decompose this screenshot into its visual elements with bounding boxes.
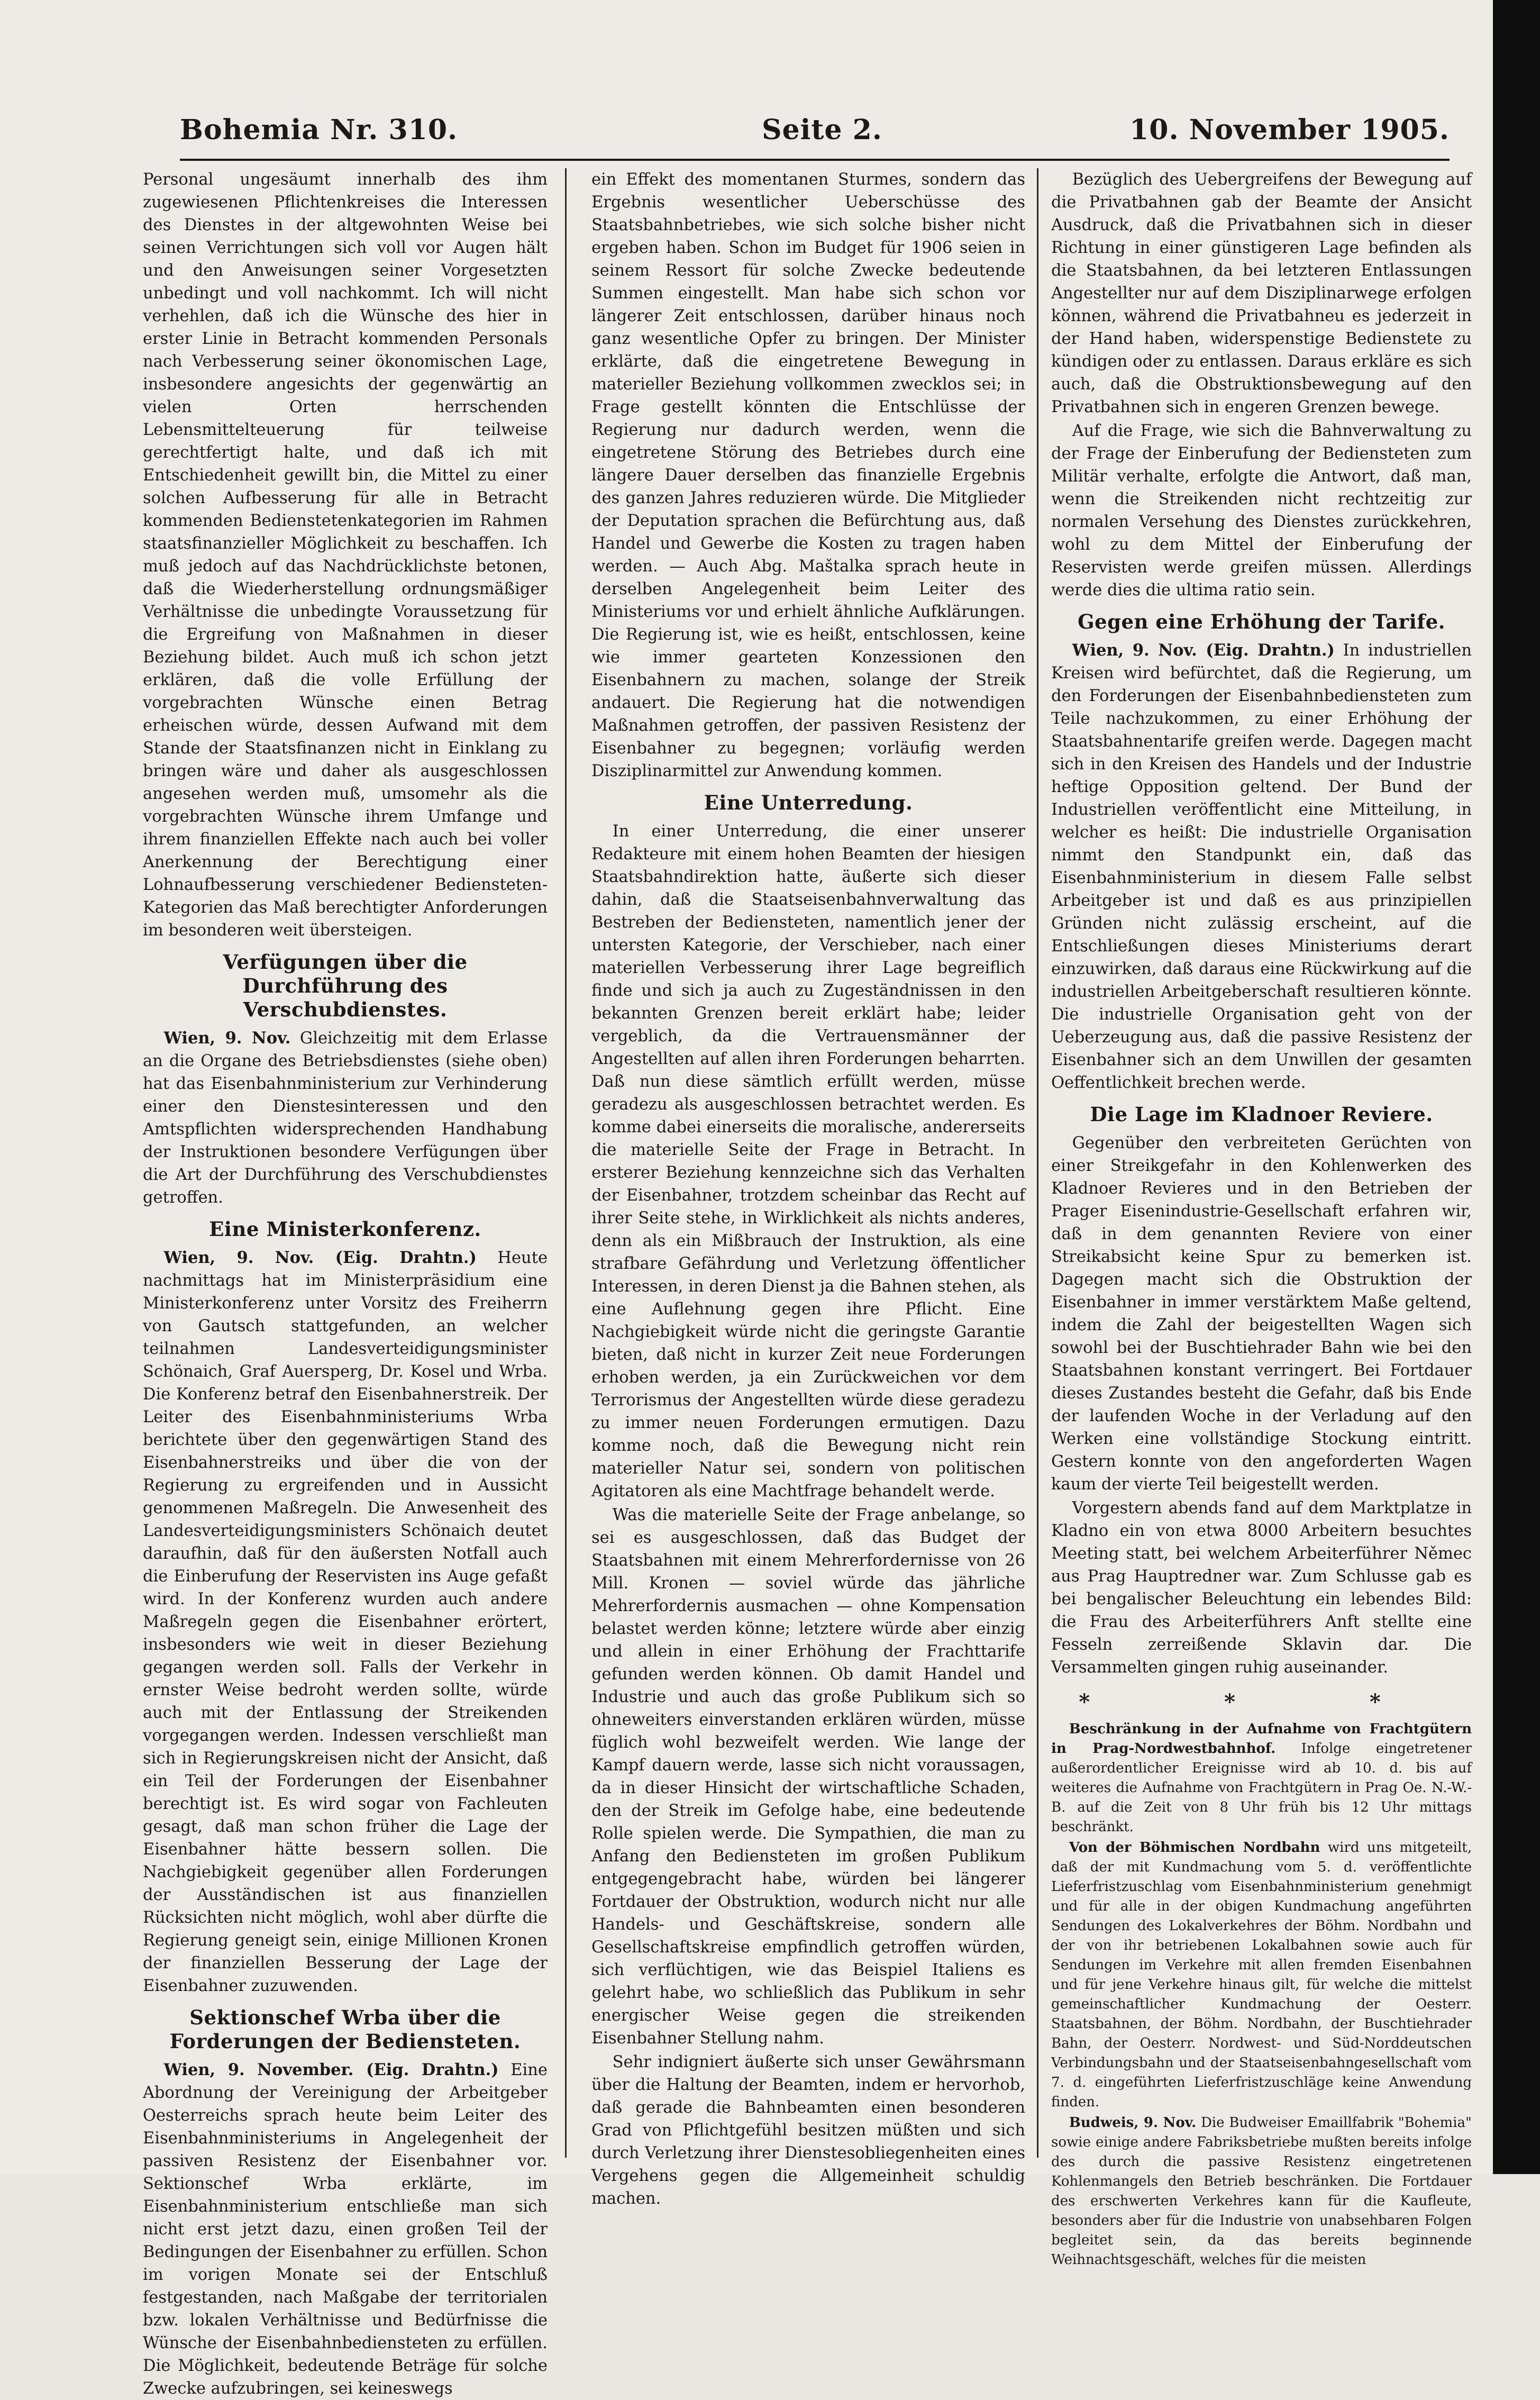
article-paragraph: Was die materielle Seite der Frage anbelange, so sei es ausgeschlossen, daß das Budget der Staatsbahnen mit einem Mehrerfordernisse von 26 Mill. Kronen — soviel würde das jährliche Mehrerfordernis ausmachen — ohne Kompensation belastet werden könne; letztere würde aber einzig und allein in einer Erhöhung der Frachttarife gefunden werden können. Ob damit Handel und Industrie und auch das große Publikum sich so ohneweiters einverstanden erklären würden, müsse füglich wohl bezweifelt werden. Wie lange der Kampf dauern werde, lasse sich nicht voraussagen, da in dieser Hinsicht der wirtschaftliche Schaden, den der Streik im Gefolge habe, eine bedeutende Rolle spielen werde. Die Sympathien, die man zu Anfang den Bediensteten im großen Publikum entgegengebracht habe, würden bei längerer Fortdauer der Obstruktion, wodurch nicht nur alle Handels- und Geschäftskreise, sondern alle Gesellschaftskreise empfindlich getroffen würden, sich verflüchtigen, wie das Beispiel Italiens es gelehrt habe, wo schließlich das Publikum in sehr energischer Weise gegen die streikenden Eisenbahner Stellung nahm. xyxy=(591,1506,1025,2048)
column-2 xyxy=(591,168,1025,2208)
article-paragraph: Bezüglich des Uebergreifens der Bewegung auf die Privatbahnen gab der Beamte der Ansicht Ausdruck, daß die Privatbahnen sich in dieser Richtung in einer günstigeren Lage befinden als die Staatsbahnen, da bei letzteren Entlassungen Angestellter nur auf dem Disziplinarwege erfolgen können, während die Privatbahneu es jederzeit in der Hand haben, widerspenstige Bedienstete zu kündigen oder zu entlassen. Daraus erkläre es sich auch, daß die Obstruktionsbewegung auf den Privatbahnen sich in engeren Grenzen bewege. xyxy=(1051,170,1472,416)
article-text: In industriellen Kreisen wird befürchtet, daß die Regierung, um den Forderungen der Eisenbahnbediensteten zum Teile nachzukommen, zu einer Erhöhung der Staatsbahnentarife greifen werde. Dagegen macht sich in den Kreisen des Handels und der Industrie heftige Opposition geltend. Der Bund der Industriellen veröffentlicht eine Mitteilung, in welcher es heißt: Die industrielle Organisation nimmt den Standpunkt ein, daß das Eisenbahnministerium in diesem Falle selbst Arbeitgeber ist und daß es aus prinzipiellen Gründen nicht zulässig erscheint, auf die Entschließungen dieses Ministeriums derart einzuwirken, daß daraus eine Rückwirkung auf die industriellen Arbeitgeberschaft resultieren könnte. Die industrielle Organisation geht von der Ueberzeugung aus, daß die passive Resistenz der Eisenbahner sich an dem Unwillen der gesamten Oeffentlichkeit brechen werde. xyxy=(1051,641,1472,1092)
article-text: Gleichzeitig mit dem Erlasse an die Organe des Betriebsdienstes (siehe oben) hat das Eisenbahnministerium zur Verhinderung einer den Dienstesinteressen und den Amtspflichten widersprechenden Handhabung der Instruktionen besondere Verfügungen über die Art der Durchführung des Verschubdienstes getroffen. xyxy=(143,1029,548,1207)
dateline: Wien, 9. Nov. (Eig. Drahtn.) xyxy=(1072,641,1335,660)
header-rule xyxy=(180,159,1450,161)
page-header xyxy=(180,114,1450,151)
notice-text: Die Budweiser Emaillfabrik "Bohemia" sowie einige andere Fabriksbetriebe mußten bereits infolge des durch die passive Resistenz eingetretenen Kohlenmangels den Betrieb beschränken. Die Fortdauer des erschwerten Verkehres kann für die Kaufleute, besonders aber für die Industrie von unabsehbaren Folgen begleitet sein, da das bereits beginnende Weihnachtsgeschäft, welches für die meisten xyxy=(1051,2115,1472,2268)
article-paragraph: Auf die Frage, wie sich die Bahnverwaltung zu der Frage der Einberufung der Bediensteten zum Militär verhalte, erfolgte die Antwort, daß man, wenn die Streikenden nicht rechtzeitig zur normalen Versehung des Dienstes zurückkehren, wohl zu dem Mittel der Einberufung der Reservisten werde greifen müssen. Allerdings werde dies die ultima ratio sein. xyxy=(1051,422,1472,599)
article-paragraph: Vorgestern abends fand auf dem Marktplatze in Kladno ein von etwa 8000 Arbeitern besuchtes Meeting statt, bei welchem Arbeiterführer Němec aus Prag Hauptredner war. Zum Schlusse gab es bei bengalischer Beleuchtung ein lebendes Bild: die Frau des Arbeiterführers Anft stellte eine Fesseln zerreißende Sklavin dar. Die Versammelten gingen ruhig auseinander. xyxy=(1051,1499,1472,1677)
section-separator: * * * xyxy=(1079,1689,1444,1714)
article-heading: Sektionschef Wrba über die Forderungen der Bediensteten. xyxy=(169,2006,521,2053)
notice-paragraph xyxy=(1051,1720,1472,1837)
scan-edge xyxy=(1493,0,1540,2174)
article-paragraph: ein Effekt des momentanen Sturmes, sondern das Ergebnis wesentlicher Ueberschüsse des Staatsbahnbetriebes, wie sich solche bisher nicht ergeben haben. Schon im Budget für 1906 seien in seinem Ressort für solche Zwecke bedeutende Summen eingestellt. Man habe sich schon vor längerer Zeit entschlossen, darüber hinaus noch ganz wesentliche Opfer zu bringen. Der Minister erklärte, daß die eingetretene Bewegung in materieller Beziehung vollkommen zwecklos sei; in Frage gestellt könnten die Entschlüsse der Regierung nur dadurch werden, wenn die eingetretene Störung des Betriebes durch eine längere Dauer derselben das finanzielle Ergebnis des ganzen Jahres reduzieren würde. Die Mitglieder der Deputation sprachen die Befürchtung aus, daß Handel und Gewerbe die Kosten zu tragen haben werden. — Auch Abg. Maštalka sprach heute in derselben Angelegenheit beim Leiter des Ministeriums vor und erhielt ähnliche Aufklärungen. Die Regierung ist, wie es heißt, entschlossen, keine wie immer gearteten Konzessionen den Eisenbahnern zu machen, solange der Streik andauert. Die Regierung hat die notwendigen Maßnahmen getroffen, der passiven Resistenz der Eisenbahner zu begegnen; vorläufig werden Disziplinarmittel zur Anwendung kommen. xyxy=(591,170,1025,780)
dateline: Wien, 9. Nov. (Eig. Drahtn.) xyxy=(163,1248,477,1267)
page-number: Seite 2. xyxy=(762,114,882,146)
masthead-title: Bohemia Nr. 310. xyxy=(180,114,458,146)
article-heading: Gegen eine Erhöhung der Tarife. xyxy=(1077,610,1446,633)
article-text: Eine Abordnung der Vereinigung der Arbeitgeber Oesterreichs sprach heute beim Leiter des Eisenbahnministeriums in Angelegenheit der passiven Resistenz der Eisenbahner vor. Sektionschef Wrba erklärte, im Eisenbahnministerium entschließe man sich nicht erst jetzt dazu, einen großen Teil der Bedingungen der Eisenbahner zu erfüllen. Schon im vorigen Monate sei der Entschluß festgestanden, nach Maßgabe der territorialen bzw. lokalen Verhältnisse und Bedürfnisse die Wünsche der Eisenbahnbediensteten zu erfüllen. Die Möglichkeit, bedeutende Beträge für solche Zwecke aufzubringen, sei keineswegs xyxy=(143,2061,548,2398)
article-heading: Eine Unterredung. xyxy=(704,791,913,814)
article-paragraph: Sehr indigniert äußerte sich unser Gewährsmann über die Haltung der Beamten, indem er hervorhob, daß gerade die Bahnbeamten einen besonderen Grad von Pflichtgefühl besitzen müßten und sich durch Verletzung ihrer Dienstesobliegenheiten eines Vergehens gegen die Allgemeinheit schuldig machen. xyxy=(591,2053,1025,2208)
dateline: Wien, 9. November. (Eig. Drahtn.) xyxy=(163,2060,499,2079)
notice-lead: Beschränkung in der Aufnahme von Frachtgütern in Prag-Nordwestbahnhof. xyxy=(1051,1721,1472,1757)
notice-paragraph xyxy=(1051,1838,1472,2112)
article-heading: Eine Ministerkonferenz. xyxy=(209,1217,481,1241)
notice-lead: Budweis, 9. Nov. xyxy=(1069,2115,1197,2131)
article-text: Heute nachmittags hat im Ministerpräsidium eine Ministerkonferenz unter Vorsitz des Freiherrn von Gautsch stattgefunden, an welcher teilnahmen Landesverteidigungsminister Schönaich, Graf Auersperg, Dr. Kosel und Wrba. Die Konferenz betraf den Eisenbahnerstreik. Der Leiter des Eisenbahnministeriums Wrba berichtete über den gegenwärtigen Stand des Eisenbahnerstreiks und über die von der Regierung zu ergreifenden und in Aussicht genommenen Maßregeln. Die Anwesenheit des Landesverteidigungsministers Schönaich deutet daraufhin, daß für den äußersten Notfall auch die Einberufung der Reservisten ins Auge gefaßt wird. In der Konferenz wurden auch andere Maßregeln gegen die Eisenbahner erörtert, insbesonders wie weit in dieser Beziehung gegangen werden soll. Falls der Verkehr in ernster Weise bedroht werden sollte, würde auch mit der Entlassung der Streikenden vorgegangen werden. Indessen verschließt man sich in Regierungskreisen nicht der Ansicht, daß ein Teil der Forderungen der Eisenbahner berechtigt ist. Es wird sogar von Fachleuten gesagt, daß man schon früher die Lage der Eisenbahner hätte bessern sollen. Die Nachgiebigkeit gegenüber allen Forderungen der Ausständischen ist aus finanziellen Rücksichten nicht möglich, wohl aber dürfte die Regierung geneigt sein, einige Millionen Kronen der finanziellen Besserung der Lage der Eisenbahner zuzuwenden. xyxy=(143,1249,548,1995)
dateline: Wien, 9. Nov. xyxy=(163,1029,291,1048)
article-heading: Die Lage im Kladnoer Reviere. xyxy=(1090,1103,1433,1126)
article-paragraph xyxy=(143,1247,548,1997)
article-paragraph xyxy=(1051,639,1472,1094)
article-paragraph xyxy=(143,1027,548,1209)
notice-lead: Von der Böhmischen Nordbahn xyxy=(1069,1840,1320,1856)
column-divider xyxy=(1037,168,1038,2158)
column-divider xyxy=(565,168,567,2158)
notice-text: wird uns mitgeteilt, daß der mit Kundmachung vom 5. d. veröffentlichte Lieferfristzuschlag vom Eisenbahnministerium genehmigt und für alle in der obigen Kundmachung angeführten Sendungen des Lokalverkehres der Böhm. Nordbahn und der von ihr betriebenen Lokalbahnen sowie auch für Sendungen im Verkehre mit allen fremden Eisenbahnen und für jene Verkehre hinaus gilt, für welche die mittelst gemeinschaftlicher Kundmachung der Oesterr. Staatsbahnen, der Böhm. Nordbahn, der Buschtiehrader Bahn, der Oesterr. Nordwest- und Süd-Norddeutschen Verbindungsbahn und der Staatseisenbahngesellschaft vom 7. d. eingeführten Lieferfristzuschläge keine Anwendung finden. xyxy=(1051,1840,1472,2110)
column-3 xyxy=(1051,168,1472,2268)
notice-paragraph xyxy=(1051,2113,1472,2270)
notice-text: Infolge eingetretener außerordentlicher Ereignisse wird ab 10. d. bis auf weiteres die Aufnahme von Frachtgütern in Prag Oe. N.-W.-B. auf die Zeit von 8 Uhr früh bis 12 Uhr mittags beschränkt. xyxy=(1051,1741,1472,1835)
article-paragraph: In einer Unterredung, die einer unserer Redakteure mit einem hohen Beamten der hiesigen Staatsbahndirektion hatte, äußerte sich dieser dahin, daß die Staatseisenbahnverwaltung das Bestreben der Bediensteten, namentlich jener der untersten Kategorie, der Verschieber, nach einer materiellen Verbesserung ihrer Lage begreiflich finde und sich ja auch zu Zugeständnissen in den bekannten Grenzen bereit erklärt habe; leider vergeblich, da die Vertrauensmänner der Angestellten auf allen ihren Forderungen beharrten. Daß nun diese sämtlich erfüllt werden, müsse geradezu als ausgeschlossen betrachtet werden. Es komme dabei einerseits die moralische, andererseits die materielle Seite der Frage in Betracht. In ersterer Beziehung kennzeichne sich das Verhalten der Eisenbahner, trotzdem scheinbar das Recht auf ihrer Seite stehe, in Wirklichkeit als nichts anderes, denn als ein Mißbrauch der Instruktion, als eine strafbare Gefährdung und Verletzung öffentlicher Interessen, in deren Dienst ja die Bahnen stehen, als eine Auflehnung gegen ihre Pflicht. Eine Nachgiebigkeit würde nicht die geringste Garantie bieten, daß nicht in kurzer Zeit neue Forderungen erhoben werden, ja ein Zurückweichen vor dem Terrorismus der Angestellten würde diese geradezu zu immer neuen Forderungen ermutigen. Dazu komme noch, daß die Bewegung nicht rein materieller Natur sei, sondern von politischen Agitatoren als eine Machtfrage behandelt werde. xyxy=(591,822,1025,1501)
article-paragraph xyxy=(143,2059,548,2400)
article-heading: Verfügungen über die Durchführung des Verschubdienstes. xyxy=(223,950,468,1021)
issue-date: 10. November 1905. xyxy=(1129,114,1450,146)
article-paragraph: Gegenüber den verbreiteten Gerüchten von einer Streikgefahr in den Kohlenwerken des Kladnoer Revieres und in den Betrieben der Prager Eisenindustrie-Gesellschaft erfahren wir, daß in dem genannten Reviere von einer Streikabsicht keine Spur zu bemerken ist. Dagegen macht sich die Obstruktion der Eisenbahner in immer verstärktem Maße geltend, indem die Zahl der beigestellten Wagen sich sowohl bei der Buschtiehrader Bahn wie bei den Staatsbahnen konstant verringert. Bei Fortdauer dieses Zustandes besteht die Gefahr, daß bis Ende der laufenden Woche in der Verladung auf den Werken eine vollständige Stockung eintritt. Gestern konnte von den angeforderten Wagen kaum der vierte Teil beigestellt werden. xyxy=(1051,1134,1472,1494)
column-1 xyxy=(143,168,548,2398)
article-paragraph: Personal ungesäumt innerhalb des ihm zugewiesenen Pflichtenkreises die Interessen des Dienstes in der altgewohnten Weise bei seinen Verrichtungen sich voll vor Augen hält und den Anweisungen seiner Vorgesetzten unbedingt und voll nachkommt. Ich will nicht verhehlen, daß ich die Wünsche des hier in erster Linie in Betracht kommenden Personals nach Verbesserung seiner ökonomischen Lage, insbesondere angesichts der gegenwärtig an vielen Orten herrschenden Lebensmittelteuerung für teilweise gerechtfertigt halte, und daß ich mit Entschiedenheit gewillt bin, die Mittel zu einer solchen Aufbesserung für alle in Betracht kommenden Bedienstetenkategorien im Rahmen staatsfinanzieller Möglichkeit zu beschaffen. Ich muß jedoch auf das Nachdrücklichste betonen, daß die Wiederherstellung ordnungsmäßiger Verhältnisse die unbedingte Voraussetzung für die Ergreifung von Maßnahmen in dieser Beziehung bildet. Auch muß ich schon jetzt erklären, daß die volle Erfüllung der vorgebrachten Wünsche einen Betrag erheischen würde, dessen Aufwand mit dem Stande der Staatsfinanzen nicht in Einklang zu bringen wäre und daher als ausgeschlossen angesehen werden muß, umsomehr als die vorgebrachten Wünsche ihrem Umfange und ihrem finanziellen Effekte nach auch bei voller Anerkennung der Berechtigung einer Lohnaufbesserung verschiedener Bediensteten-Kategorien das Maß berechtigter Anforderungen im besonderen weit übersteigen. xyxy=(143,170,548,940)
